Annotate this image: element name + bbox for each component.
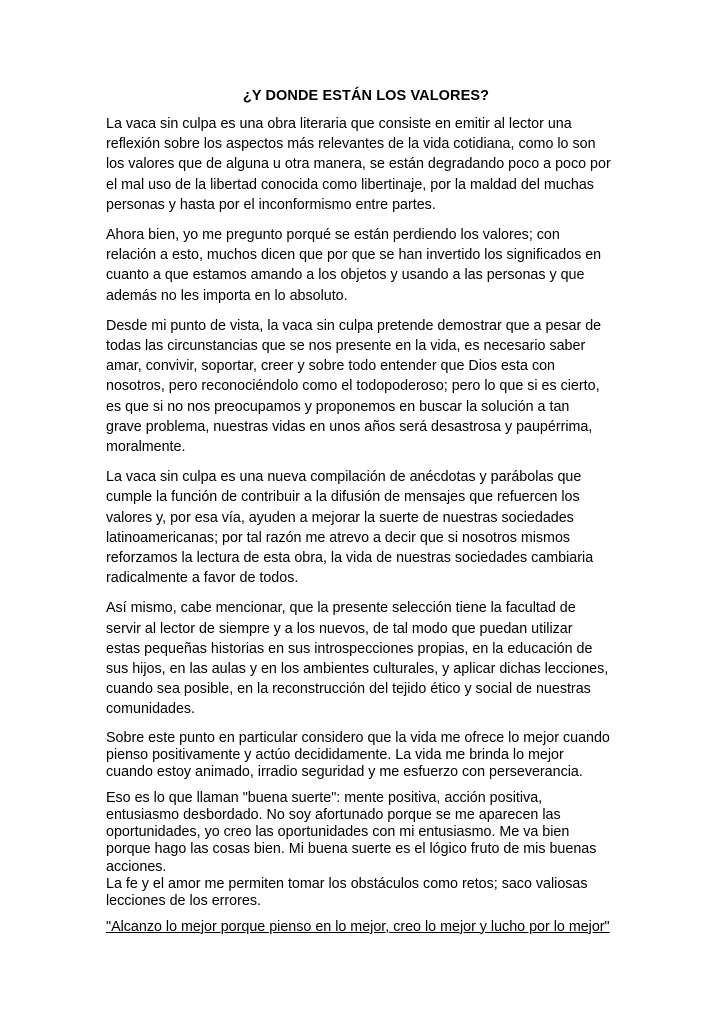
- paragraph-line: entusiasmo desbordado. No soy afortunado porque se me aparecen las: [106, 806, 561, 823]
- paragraph-5: [106, 598, 626, 719]
- paragraph-3: [106, 316, 626, 457]
- paragraph-line: Sobre este punto en particular considero que la vida me ofrece lo mejor cuando: [106, 729, 610, 746]
- paragraph-line: lecciones de los errores.: [106, 893, 261, 910]
- paragraph-line: Desde mi punto de vista, la vaca sin culpa pretende demostrar que a pesar de: [106, 317, 602, 334]
- paragraph-line: reforzamos la lectura de esta obra, la vida de nuestras sociedades cambiaria: [106, 550, 594, 567]
- paragraph-line: acciones.: [106, 858, 167, 875]
- closing-quote-block: [106, 919, 626, 936]
- document-page: [106, 86, 626, 944]
- paragraph-line: radicalmente a favor de todos.: [106, 570, 299, 587]
- paragraph-line: nosotros, pero reconociéndolo como el todopoderoso; pero lo que si es cierto,: [106, 378, 600, 395]
- paragraph-line: Eso es lo que llaman "buena suerte": mente positiva, acción positiva,: [106, 789, 543, 806]
- paragraph-line: cumple la función de contribuir a la difusión de mensajes que refuercen los: [106, 489, 580, 506]
- paragraph-line: es que si no nos preocupamos y proponemos en buscar la solución a tan: [106, 398, 570, 415]
- paragraph-line: los valores que de alguna u otra manera, se están degradando poco a poco por: [106, 156, 611, 173]
- paragraph-line: estas pequeñas historias en sus introspecciones propias, en la educación de: [106, 640, 593, 657]
- paragraph-line: La fe y el amor me permiten tomar los obstáculos como retos; saco valiosas: [106, 876, 588, 893]
- paragraph-7: [106, 790, 626, 911]
- paragraph-line: grave problema, nuestras vidas en unos años será desastrosa y paupérrima,: [106, 418, 593, 435]
- paragraph-line: reflexión sobre los aspectos más relevantes de la vida cotidiana, como lo son: [106, 136, 596, 153]
- paragraph-line: pienso positivamente y actúo decididamente. La vida me brinda lo mejor: [106, 746, 564, 763]
- paragraph-line: moralmente.: [106, 439, 186, 456]
- paragraph-line: cuanto a que estamos amando a los objetos y usando a las personas y que: [106, 267, 585, 284]
- paragraph-4: [106, 467, 626, 588]
- paragraph-1: [106, 114, 626, 215]
- paragraph-line: personas y hasta por el inconformismo entre partes.: [106, 196, 436, 213]
- paragraph-line: comunidades.: [106, 701, 196, 718]
- paragraph-line: amar, convivir, soportar, creer y sobre todo entender que Dios esta con: [106, 358, 556, 375]
- paragraph-line: además no les importa en lo absoluto.: [106, 287, 348, 304]
- paragraph-line: el mal uso de la libertad conocida como libertinaje, por la maldad del muchas: [106, 176, 594, 193]
- paragraph-line: relación a esto, muchos dicen que por que se han invertido los significados en: [106, 247, 602, 264]
- closing-quote: "Alcanzo lo mejor porque pienso en lo mejor, creo lo mejor y lucho por lo mejor": [106, 918, 610, 935]
- paragraph-6: [106, 730, 626, 782]
- paragraph-line: sus hijos, en las aulas y en los ambientes culturales, y aplicar dichas lecciones,: [106, 661, 609, 678]
- document-title: ¿Y DONDE ESTÁN LOS VALORES?: [242, 88, 490, 104]
- paragraph-2: [106, 225, 626, 306]
- paragraph-line: cuando sea posible, en la reconstrucción del tejido ético y social de nuestras: [106, 681, 591, 698]
- paragraph-line: todas las circunstancias que se nos presente en la vida, es necesario saber: [106, 338, 586, 355]
- paragraph-line: servir al lector de siempre y a los nuevos, de tal modo que puedan utilizar: [106, 620, 573, 637]
- paragraph-line: oportunidades, yo creo las oportunidades con mi entusiasmo. Me va bien: [106, 824, 570, 841]
- paragraph-line: porque hago las cosas bien. Mi buena suerte es el lógico fruto de mis buenas: [106, 841, 597, 858]
- paragraph-line: latinoamericanas; por tal razón me atrevo a decir que si nosotros mismos: [106, 529, 571, 546]
- paragraph-line: valores y, por esa vía, ayuden a mejorar la suerte de nuestras sociedades: [106, 509, 574, 526]
- paragraph-line: Así mismo, cabe mencionar, que la presente selección tiene la facultad de: [106, 600, 576, 617]
- paragraph-line: La vaca sin culpa es una obra literaria que consiste en emitir al lector una: [106, 116, 572, 132]
- paragraph-line: La vaca sin culpa es una nueva compilación de anécdotas y parábolas que: [106, 469, 582, 486]
- paragraph-line: Ahora bien, yo me pregunto porqué se están perdiendo los valores; con: [106, 227, 560, 244]
- paragraph-line: cuando estoy animado, irradio seguridad y me esfuerzo con perseverancia.: [106, 764, 583, 781]
